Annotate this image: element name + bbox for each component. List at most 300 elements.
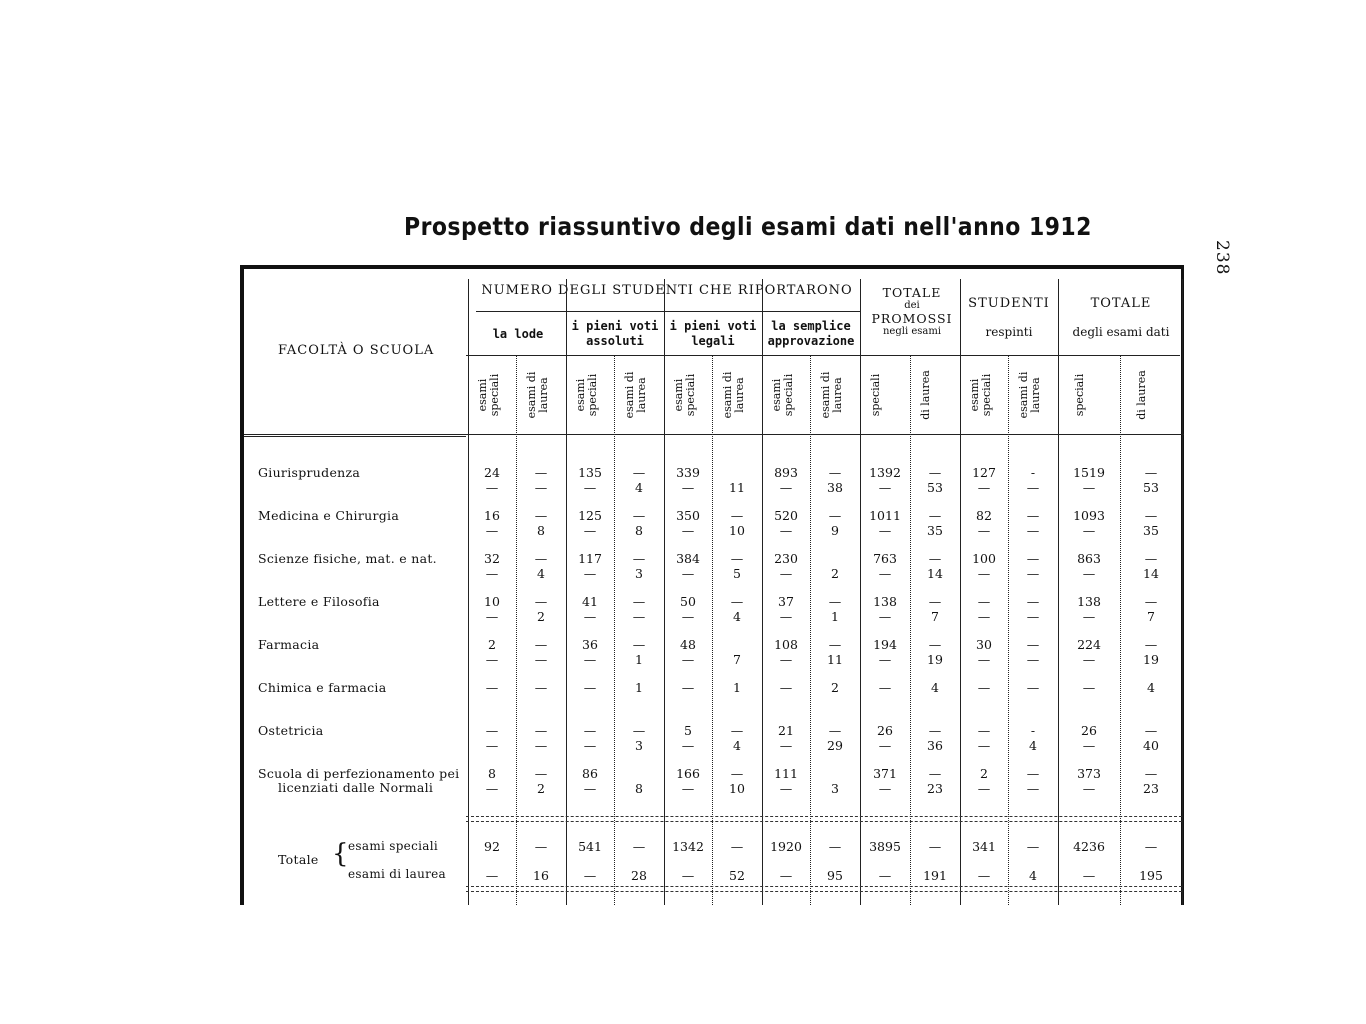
table-cell: — — [779, 566, 793, 581]
table-cell: — — [730, 766, 744, 781]
totale-cell: 541 — [578, 839, 602, 854]
table-cell: 50 — [680, 594, 696, 609]
table-cell: 38 — [827, 480, 843, 495]
column-divider — [1058, 279, 1059, 905]
table-cell: 2 — [537, 609, 545, 624]
table-cell: — — [878, 680, 892, 695]
totale-promossi-line-4: negli esami — [882, 326, 942, 337]
totale-speciali-label: esami speciali — [348, 839, 438, 853]
totale-cell: 341 — [972, 839, 996, 854]
pieni-assoluti-line-2: assoluti — [586, 334, 644, 348]
page-number: 238 — [1212, 240, 1232, 276]
table-cell: — — [928, 594, 942, 609]
table-cell: — — [928, 766, 942, 781]
table-cell: — — [977, 781, 991, 796]
table-cell: 53 — [1143, 480, 1159, 495]
table-cell: — — [977, 652, 991, 667]
table-cell: — — [878, 609, 892, 624]
column-divider — [566, 279, 567, 905]
totale-cell: 3895 — [869, 839, 901, 854]
row-label: Chimica e farmacia — [258, 680, 387, 695]
studenti-header: STUDENTI — [968, 296, 1050, 311]
table-cell: — — [583, 723, 597, 738]
totale-cell: 95 — [827, 868, 843, 883]
table-cell: 11 — [729, 480, 745, 495]
table-cell: 7 — [931, 609, 939, 624]
table-cell: — — [485, 523, 499, 538]
table-cell: 194 — [873, 637, 897, 652]
table-cell: — — [681, 566, 695, 581]
table-cell: — — [977, 723, 991, 738]
table-cell: — — [534, 551, 548, 566]
totale-cell: — — [632, 839, 646, 854]
table-cell: 1 — [831, 609, 839, 624]
table-cell: — — [1026, 566, 1040, 581]
table-cell: 108 — [774, 637, 798, 652]
table-cell: — — [1144, 637, 1158, 652]
table-cell: 4 — [733, 609, 741, 624]
column-header: esami speciali — [574, 373, 599, 417]
table-cell: — — [1026, 652, 1040, 667]
table-cell: 30 — [976, 637, 992, 652]
table-cell: 4 — [1029, 738, 1037, 753]
column-header: speciali — [1073, 373, 1086, 417]
table-cell: 24 — [484, 465, 500, 480]
table-cell: — — [583, 781, 597, 796]
table-cell: — — [534, 637, 548, 652]
table-cell: — — [534, 738, 548, 753]
table-cell: — — [730, 594, 744, 609]
table-cell: 29 — [827, 738, 843, 753]
table-cell: 763 — [873, 551, 897, 566]
table-cell: — — [878, 781, 892, 796]
pieni-legali-header — [664, 319, 762, 349]
row-label: Ostetricia — [258, 723, 324, 738]
table-cell: — — [485, 680, 499, 695]
table-cell: 2 — [831, 680, 839, 695]
numero-header: NUMERO DEGLI STUDENTI CHE RIPORTARONO — [481, 283, 853, 298]
table-cell: — — [583, 738, 597, 753]
table-cell: 26 — [877, 723, 893, 738]
table-cell: 10 — [729, 523, 745, 538]
pieni-legali-line-2: legali — [691, 334, 735, 348]
table-cell: — — [878, 652, 892, 667]
column-header: esami di laurea — [623, 371, 648, 419]
table-cell: 16 — [484, 508, 500, 523]
totale-cell: — — [828, 839, 842, 854]
semplice-line-2: approvazione — [767, 334, 855, 348]
row-label: Scienze fisiche, mat. e nat. — [258, 551, 437, 566]
table-cell: 48 — [680, 637, 696, 652]
table-cell: 8 — [635, 781, 643, 796]
table-cell: 36 — [927, 738, 943, 753]
exam-summary-table — [240, 265, 1184, 905]
table-cell: 8 — [635, 523, 643, 538]
column-divider — [1008, 355, 1009, 905]
column-divider — [712, 355, 713, 905]
totale-cell: 28 — [631, 868, 647, 883]
table-cell: — — [632, 551, 646, 566]
table-cell: — — [730, 551, 744, 566]
table-cell: — — [485, 566, 499, 581]
table-cell: — — [1082, 652, 1096, 667]
table-cell: 138 — [873, 594, 897, 609]
table-cell: — — [583, 523, 597, 538]
table-cell: — — [534, 680, 548, 695]
table-cell: — — [534, 594, 548, 609]
table-cell: — — [534, 723, 548, 738]
table-cell: 32 — [484, 551, 500, 566]
table-cell: 125 — [578, 508, 602, 523]
column-header: di laurea — [1135, 370, 1148, 420]
column-header: esami speciali — [672, 373, 697, 417]
table-cell: — — [485, 652, 499, 667]
totale-promossi-line-3: PROMOSSI — [871, 311, 953, 326]
table-cell: 371 — [873, 766, 897, 781]
totale-cell: 191 — [923, 868, 947, 883]
faculty-header: FACOLTÀ O SCUOLA — [278, 343, 435, 358]
totale-promossi-line-1: TOTALE — [882, 285, 942, 300]
table-cell: — — [583, 680, 597, 695]
pieni-assoluti-header — [566, 319, 664, 349]
table-cell: — — [681, 781, 695, 796]
table-cell: — — [1082, 480, 1096, 495]
table-cell: — — [878, 738, 892, 753]
table-cell: — — [928, 551, 942, 566]
totale-cell: 16 — [533, 868, 549, 883]
table-cell: 2 — [831, 566, 839, 581]
table-cell: — — [779, 480, 793, 495]
table-cell: 224 — [1077, 637, 1101, 652]
table-cell: — — [1026, 551, 1040, 566]
pieni-assoluti-line-1: i pieni voti — [571, 319, 659, 333]
column-divider — [468, 279, 469, 905]
table-cell: 1 — [635, 680, 643, 695]
table-cell: — — [1144, 766, 1158, 781]
table-cell: 4 — [733, 738, 741, 753]
table-cell: 384 — [676, 551, 700, 566]
table-cell: 520 — [774, 508, 798, 523]
table-cell: 8 — [537, 523, 545, 538]
column-header: esami di laurea — [819, 371, 844, 419]
table-cell: - — [1030, 465, 1036, 480]
table-cell: 35 — [1143, 523, 1159, 538]
totale-cell: — — [977, 868, 991, 883]
column-divider — [664, 279, 665, 905]
table-cell: — — [878, 480, 892, 495]
table-cell: — — [1082, 523, 1096, 538]
respinti-header: respinti — [985, 325, 1033, 339]
table-cell: — — [485, 781, 499, 796]
table-cell: 1011 — [869, 508, 901, 523]
table-cell: — — [534, 652, 548, 667]
table-cell: 100 — [972, 551, 996, 566]
table-cell: — — [583, 480, 597, 495]
table-cell: — — [485, 609, 499, 624]
table-cell: 41 — [582, 594, 598, 609]
totale-cell: — — [779, 868, 793, 883]
table-cell: 1093 — [1073, 508, 1105, 523]
table-cell: — — [1026, 766, 1040, 781]
table-cell: — — [828, 465, 842, 480]
totale-cell: — — [878, 868, 892, 883]
totale-laurea-label: esami di laurea — [348, 867, 446, 881]
totale-brace: { — [332, 839, 349, 869]
table-cell: 5 — [684, 723, 692, 738]
table-cell: 82 — [976, 508, 992, 523]
table-cell: — — [977, 609, 991, 624]
table-cell: — — [828, 508, 842, 523]
table-cell: — — [681, 480, 695, 495]
column-header: speciali — [869, 373, 882, 417]
table-cell: 86 — [582, 766, 598, 781]
table-cell: 373 — [1077, 766, 1101, 781]
table-cell: 35 — [927, 523, 943, 538]
table-cell: — — [828, 637, 842, 652]
column-header: esami di laurea — [1017, 371, 1042, 419]
row-label: Giurisprudenza — [258, 465, 361, 480]
totale-cell: — — [583, 868, 597, 883]
table-cell: — — [977, 480, 991, 495]
totale-label: Totale — [278, 852, 319, 867]
row-label: licenziati dalle Normali — [278, 780, 434, 795]
table-cell: — — [1026, 781, 1040, 796]
table-cell: — — [1144, 594, 1158, 609]
table-cell: 8 — [488, 766, 496, 781]
table-cell: — — [1144, 465, 1158, 480]
table-cell: — — [1026, 680, 1040, 695]
table-cell: — — [534, 766, 548, 781]
table-cell: 3 — [635, 738, 643, 753]
table-cell: — — [928, 637, 942, 652]
totale-esami-header: TOTALE — [1090, 296, 1152, 311]
totale-cell: 92 — [484, 839, 500, 854]
totale-bottom-rule — [466, 886, 1182, 892]
column-divider — [1120, 355, 1121, 905]
table-cell: 4 — [931, 680, 939, 695]
table-cell: 1519 — [1073, 465, 1105, 480]
table-cell: — — [828, 594, 842, 609]
table-cell: — — [583, 566, 597, 581]
table-cell: — — [779, 781, 793, 796]
row-label: Farmacia — [258, 637, 320, 652]
table-cell: — — [977, 680, 991, 695]
table-cell: 135 — [578, 465, 602, 480]
totale-cell: 1342 — [672, 839, 704, 854]
table-cell: 863 — [1077, 551, 1101, 566]
table-cell: 117 — [578, 551, 602, 566]
totale-cell: — — [1144, 839, 1158, 854]
column-divider — [762, 279, 763, 905]
table-cell: — — [632, 609, 646, 624]
table-cell: — — [681, 680, 695, 695]
table-cell: — — [632, 637, 646, 652]
table-cell: — — [1026, 523, 1040, 538]
totale-cell: — — [730, 839, 744, 854]
table-cell: — — [828, 723, 842, 738]
table-cell: — — [1026, 594, 1040, 609]
table-cell: — — [632, 508, 646, 523]
row-label: Scuola di perfezionamento pei — [258, 766, 460, 781]
pieni-legali-line-1: i pieni voti — [669, 319, 757, 333]
table-cell: — — [977, 523, 991, 538]
table-cell: — — [1082, 781, 1096, 796]
totale-cell: — — [485, 868, 499, 883]
table-cell: 3 — [635, 566, 643, 581]
totale-cell: 195 — [1139, 868, 1163, 883]
degli-esami-dati-header: degli esami dati — [1072, 325, 1170, 339]
column-divider — [960, 279, 961, 905]
totale-separator — [466, 816, 1182, 822]
table-cell: — — [977, 566, 991, 581]
table-cell: — — [779, 652, 793, 667]
table-cell: — — [977, 738, 991, 753]
table-cell: — — [534, 508, 548, 523]
table-cell: 7 — [733, 652, 741, 667]
column-header: esami speciali — [770, 373, 795, 417]
column-divider — [614, 355, 615, 905]
page-title: Prospetto riassuntivo degli esami dati nell'anno 1912 — [404, 212, 1092, 241]
column-divider — [860, 279, 861, 905]
table-cell: — — [1026, 609, 1040, 624]
column-header: di laurea — [919, 370, 932, 420]
table-cell: 4 — [1147, 680, 1155, 695]
table-cell: — — [1082, 566, 1096, 581]
table-cell: — — [779, 680, 793, 695]
totale-cell: — — [928, 839, 942, 854]
table-cell: 111 — [774, 766, 798, 781]
table-cell: 26 — [1081, 723, 1097, 738]
table-cell: 339 — [676, 465, 700, 480]
table-cell: — — [632, 465, 646, 480]
table-cell: — — [681, 652, 695, 667]
table-cell: 36 — [582, 637, 598, 652]
table-cell: — — [1026, 637, 1040, 652]
table-cell: — — [928, 508, 942, 523]
table-cell: 2 — [980, 766, 988, 781]
table-cell: — — [779, 609, 793, 624]
table-cell: — — [779, 523, 793, 538]
table-cell: 14 — [927, 566, 943, 581]
column-header: esami di laurea — [525, 371, 550, 419]
table-cell: — — [534, 465, 548, 480]
table-cell: 21 — [778, 723, 794, 738]
totale-cell: — — [534, 839, 548, 854]
semplice-header — [762, 319, 860, 349]
totale-promossi-header — [862, 286, 962, 338]
table-cell: 138 — [1077, 594, 1101, 609]
table-cell: — — [977, 594, 991, 609]
table-cell: — — [1082, 738, 1096, 753]
table-cell: 53 — [927, 480, 943, 495]
totale-cell: 1920 — [770, 839, 802, 854]
row-label: Medicina e Chirurgia — [258, 508, 400, 523]
table-cell: — — [1026, 508, 1040, 523]
table-cell: — — [632, 723, 646, 738]
table-cell: 23 — [927, 781, 943, 796]
table-cell: 10 — [484, 594, 500, 609]
table-cell: — — [1144, 723, 1158, 738]
table-cell: 19 — [1143, 652, 1159, 667]
table-cell: 3 — [831, 781, 839, 796]
totale-cell: 4236 — [1073, 839, 1105, 854]
semplice-line-1: la semplice — [771, 319, 851, 333]
column-divider — [516, 355, 517, 905]
table-cell: — — [681, 738, 695, 753]
table-cell: 4 — [635, 480, 643, 495]
table-cell: - — [1030, 723, 1036, 738]
column-divider — [810, 355, 811, 905]
table-cell: 11 — [827, 652, 843, 667]
table-cell: — — [928, 465, 942, 480]
table-cell: 19 — [927, 652, 943, 667]
totale-promossi-line-2: dei — [904, 300, 920, 311]
table-cell: 1 — [733, 680, 741, 695]
table-cell: — — [681, 523, 695, 538]
table-cell: — — [928, 723, 942, 738]
totale-cell: 4 — [1029, 868, 1037, 883]
table-cell: — — [681, 609, 695, 624]
table-cell: 4 — [537, 566, 545, 581]
table-cell: 7 — [1147, 609, 1155, 624]
table-cell: 40 — [1143, 738, 1159, 753]
table-cell: — — [1026, 480, 1040, 495]
table-cell: — — [1082, 680, 1096, 695]
table-cell: — — [730, 723, 744, 738]
table-cell: 893 — [774, 465, 798, 480]
la-lode-header: la lode — [492, 327, 544, 341]
table-cell: 1 — [635, 652, 643, 667]
table-cell: — — [485, 738, 499, 753]
table-cell: 37 — [778, 594, 794, 609]
totale-cell: 52 — [729, 868, 745, 883]
column-header: esami di laurea — [721, 371, 746, 419]
table-cell: — — [485, 723, 499, 738]
column-header: esami speciali — [476, 373, 501, 417]
table-cell: — — [485, 480, 499, 495]
column-header: esami speciali — [968, 373, 993, 417]
table-cell: — — [1144, 508, 1158, 523]
table-cell: 350 — [676, 508, 700, 523]
table-cell: 5 — [733, 566, 741, 581]
row-label: Lettere e Filosofia — [258, 594, 380, 609]
table-cell: — — [1082, 609, 1096, 624]
table-cell: — — [534, 480, 548, 495]
table-cell: 9 — [831, 523, 839, 538]
table-cell: 230 — [774, 551, 798, 566]
totale-cell: — — [681, 868, 695, 883]
table-cell: — — [632, 594, 646, 609]
totale-cell: — — [1082, 868, 1096, 883]
column-divider — [910, 355, 911, 905]
table-cell: — — [583, 652, 597, 667]
totale-cell: — — [1026, 839, 1040, 854]
table-cell: 2 — [488, 637, 496, 652]
table-cell: 2 — [537, 781, 545, 796]
table-cell: — — [730, 508, 744, 523]
table-cell: — — [878, 523, 892, 538]
table-cell: — — [583, 609, 597, 624]
table-cell: 14 — [1143, 566, 1159, 581]
table-cell: — — [878, 566, 892, 581]
table-cell: 166 — [676, 766, 700, 781]
column-divider — [1182, 279, 1183, 905]
table-cell: 1392 — [869, 465, 901, 480]
table-cell: — — [779, 738, 793, 753]
table-cell: 127 — [972, 465, 996, 480]
table-cell: 23 — [1143, 781, 1159, 796]
table-cell: — — [1144, 551, 1158, 566]
